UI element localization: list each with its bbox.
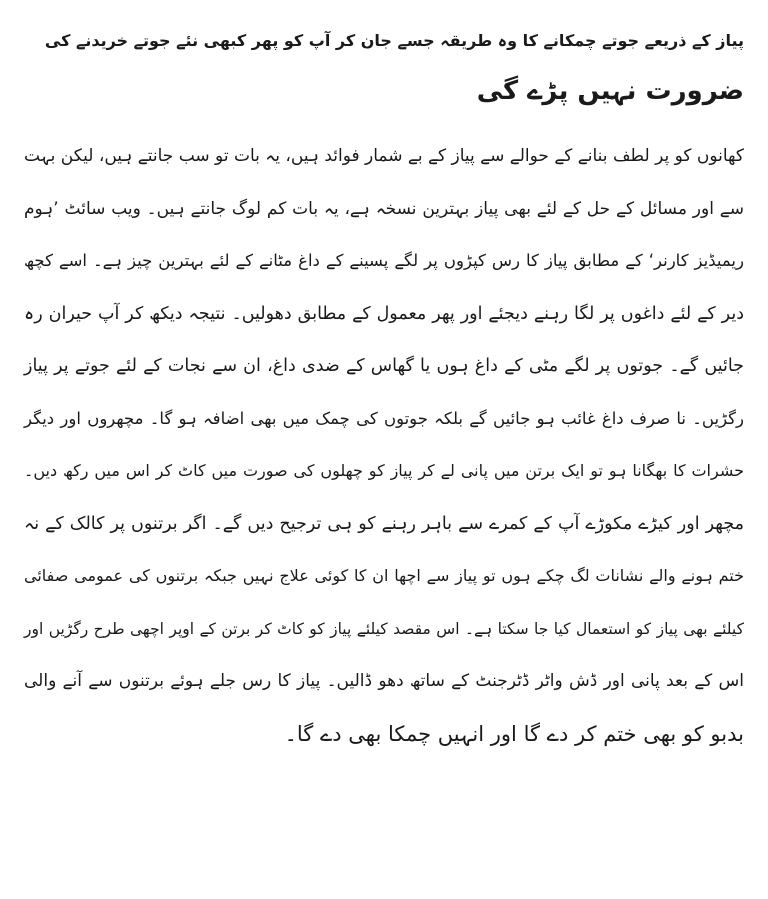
body-line: سے اور مسائل کے حل کے لئے بھی پیاز بہترین نسخہ ہے، یہ بات کم لوگ جانتے ہیں۔ ویب سائٹ ’ہوم — [24, 198, 744, 219]
body-line: جائیں گے۔ جوتوں پر لگے مٹی کے داغ ہوں یا گھاس کے ضدی داغ، ان سے نجات کے لئے جوتے پر پیاز — [24, 356, 744, 376]
body-line: اس کے بعد پانی اور ڈش واٹر ڈٹرجنٹ کے ساتھ دھو ڈالیں۔ پیاز کا رس جلے ہوئے برتنوں سے آنے والی — [24, 671, 744, 691]
article-title — [24, 16, 744, 116]
body-line: مچھر اور کیڑے مکوڑے آپ کے کمرے سے باہر رہنے کو ہی ترجیح دیں گے۔ اگر برتنوں پر کالک کے نہ — [24, 513, 744, 534]
title-line: پیاز کے ذریعے جوتے چمکانے کا وہ طریقہ جسے جان کر آپ کو پھر کبھی نئے جوتے خریدنے کی — [44, 31, 744, 50]
body-line: دیر کے لئے داغوں پر لگا رہنے دیجئے اور پھر معمول کے مطابق دھولیں۔ نتیجہ دیکھ کر آپ حیران رہ — [24, 303, 744, 324]
title-line: ضرورت نہیں پڑے گی — [476, 76, 744, 106]
body-line: کھانوں کو پر لطف بنانے کے حوالے سے پیاز کے بے شمار فوائد ہیں، یہ بات تو سب جانتے ہیں، لیکن بہت — [24, 146, 744, 166]
body-line: کیلئے بھی پیاز کو استعمال کیا جا سکتا ہے۔ اس مقصد کیلئے پیاز کو کاٹ کر برتن کے اوپر اچھی طرح رگڑیں اور — [24, 619, 744, 638]
body-line: ریمیڈیز کارنر‘ کے مطابق پیاز کا رس کپڑوں پر لگے پسینے کے داغ مٹانے کے لئے بہترین چیز ہے۔ اسے کچھ — [24, 251, 744, 270]
body-line: ختم ہونے والے نشانات لگ چکے ہوں تو پیاز سے اچھا ان کا کوئی علاج نہیں جبکہ برتنوں کی عمومی صفائی — [24, 566, 744, 585]
article-body — [24, 130, 744, 760]
body-line: رگڑیں۔ نا صرف داغ غائب ہو جائیں گے بلکہ جوتوں کی چمک میں بھی اضافہ ہو گا۔ مچھروں اور دیگر — [24, 408, 744, 428]
body-line: بدبو کو بھی ختم کر دے گا اور انہیں چمکا بھی دے گا۔ — [284, 721, 744, 746]
body-line: حشرات کا بھگانا ہو تو ایک برتن میں پانی لے کر پیاز کو چھلوں کی صورت میں کاٹ کر اس میں رکھ دیں۔ — [24, 461, 744, 480]
